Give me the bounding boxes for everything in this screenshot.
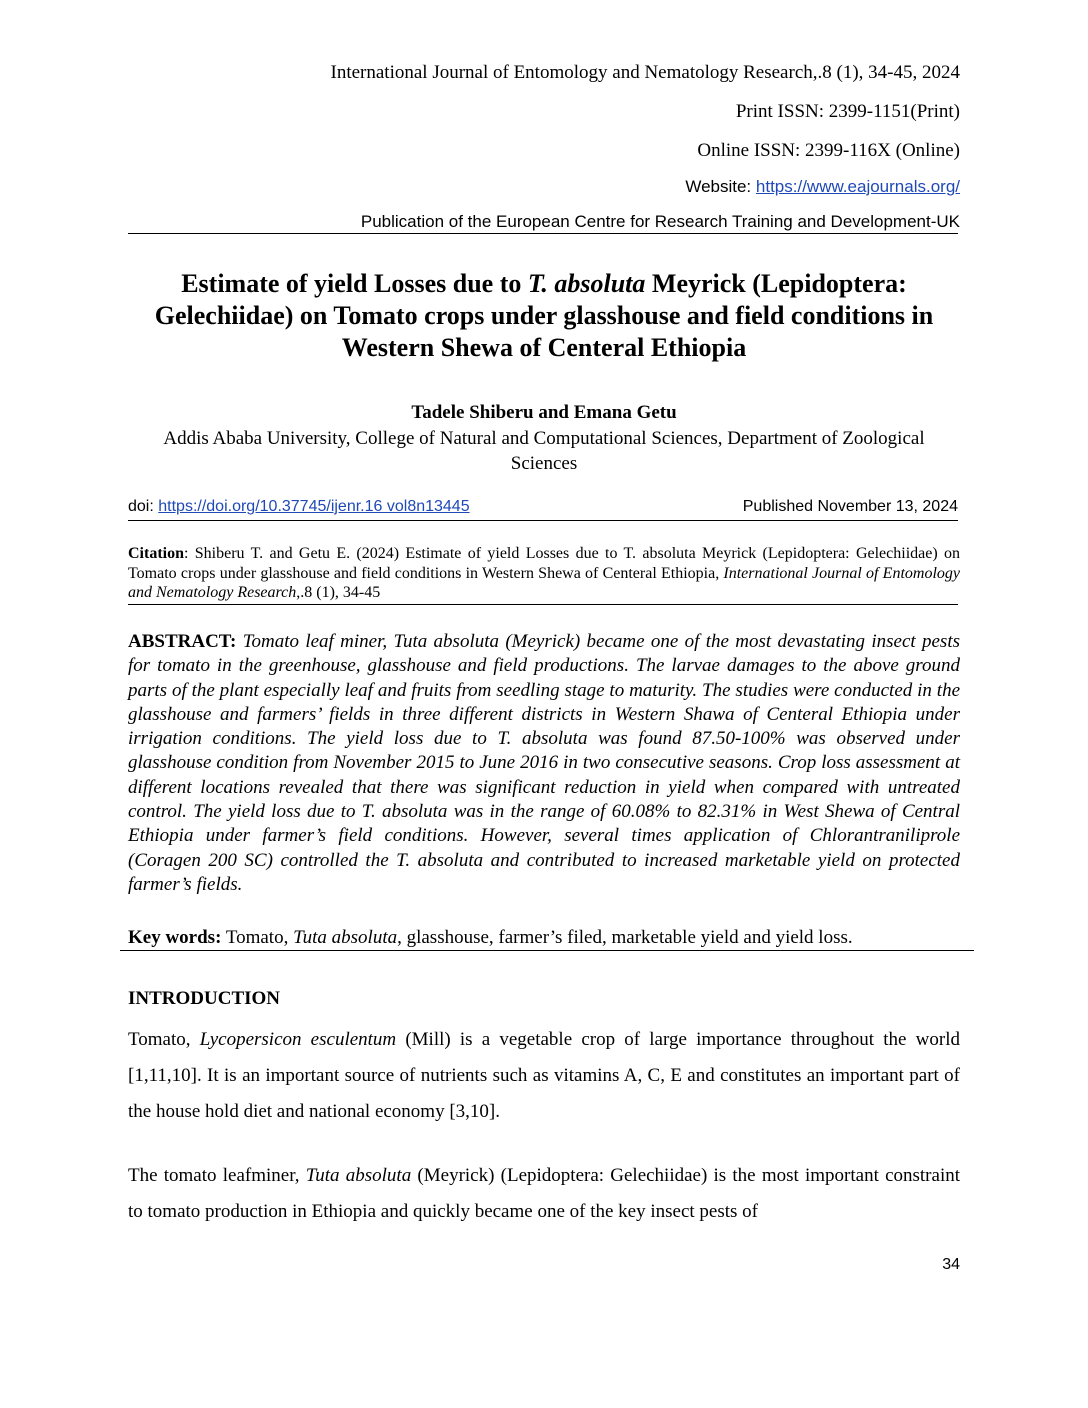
- intro-paragraph-2: [128, 1158, 960, 1230]
- abstract-text: Tomato leaf miner, Tuta absoluta (Meyrick) became one of the most devastating insect pests for tomato in the greenhouse, glasshouse and field productions. The larvae damages to the above ground parts of the plant especially leaf and fruits from seedling stage to maturity. The studies were conducted in the glasshouse and farmers’ fields in three different districts in Western Shawa of Centeral Ethiopia under irrigation conditions. The yield loss due to T. absoluta was found 87.50-100% was observed under glasshouse condition from November 2015 to June 2016 in two consecutive seasons. Crop loss assessment at different locations revealed that there was significant reduction in yield when compared with untreated control. The yield loss due to T. absoluta was in the range of 60.08% to 82.31% in West Shewa of Central Ethiopia under farmer’s field conditions. However, several times application of Chlorantraniliprole (Coragen 200 SC) controlled the T. absoluta and contributed to increased marketable yield on protected farmer’s fields.: [128, 631, 960, 895]
- keywords-before: Tomato,: [221, 927, 294, 948]
- citation-suffix: ,.8 (1), 34-45: [296, 584, 381, 601]
- page-number: 34: [942, 1256, 960, 1273]
- citation-divider: [128, 604, 958, 605]
- citation-label: Citation: [128, 545, 184, 562]
- keywords-divider: [120, 950, 974, 951]
- keywords-after: , glasshouse, farmer’s filed, marketable yield and yield loss.: [397, 927, 853, 948]
- intro-paragraph-1: [128, 1022, 960, 1130]
- keywords-species: Tuta absoluta: [293, 927, 398, 948]
- keywords-label: Key words:: [128, 927, 222, 948]
- doi: [128, 498, 470, 516]
- website-label: Website:: [685, 177, 756, 196]
- title-part-1: Estimate of yield Losses due to: [181, 269, 528, 298]
- title-species: T. absoluta: [527, 269, 646, 298]
- paper-title: [110, 268, 978, 364]
- intro-p1-a: Tomato,: [128, 1029, 200, 1050]
- doi-divider: [128, 520, 958, 521]
- publication-line: Publication of the European Centre for Research Training and Development-UK: [360, 212, 960, 231]
- authors: Tadele Shiberu and Emana Getu: [411, 402, 677, 423]
- published-date: Published November 13, 2024: [742, 498, 958, 515]
- abstract: [128, 630, 960, 897]
- print-issn: Print ISSN: 2399-1151(Print): [735, 101, 960, 122]
- keywords: [128, 926, 960, 950]
- intro-p1-species: Lycopersicon esculentum: [199, 1029, 397, 1050]
- title-part-2: Meyrick (Lepidoptera: Gelechiidae) on Tomato crops under glasshouse and field conditions in Western Shewa of Centeral Ethiopia: [154, 269, 934, 362]
- online-issn: Online ISSN: 2399-116X (Online): [697, 140, 960, 161]
- section-heading-introduction: INTRODUCTION: [128, 988, 281, 1009]
- intro-p1-b: (Mill) is a vegetable crop of large importance throughout the world [1,11,10]. It is an important source of nutrients such as vitamins A, C, E and constitutes an important part of the house hold diet and national economy [3,10].: [128, 1029, 960, 1122]
- abstract-label: ABSTRACT:: [128, 631, 237, 652]
- doi-label: doi:: [128, 498, 159, 515]
- intro-p2-a: The tomato leafminer,: [128, 1165, 306, 1186]
- citation-text: : Shiberu T. and Getu E. (2024) Estimate of yield Losses due to T. absoluta Meyrick (Lepidoptera: Gelechiidae) on Tomato crops under glasshouse and field conditions in Western Shewa of Centeral Ethiopia,: [128, 545, 960, 582]
- journal-citation-line: International Journal of Entomology and Nematology Research,.8 (1), 34-45, 2024: [330, 62, 960, 83]
- intro-p2-species: Tuta absoluta: [305, 1165, 412, 1186]
- citation-journal: International Journal of Entomology and Nematology Research: [128, 564, 961, 601]
- intro-p2-b: (Meyrick) (Lepidoptera: Gelechiidae) is the most important constraint to tomato production in Ethiopia and quickly became one of the key insect pests of: [128, 1165, 961, 1222]
- citation: [128, 544, 960, 603]
- website-link[interactable]: https://www.eajournals.org/: [755, 177, 960, 196]
- doi-link[interactable]: https://doi.org/10.37745/ijenr.16 vol8n13445: [158, 498, 470, 515]
- website-line: [685, 177, 960, 197]
- header-divider: [128, 233, 958, 234]
- doi-row: [128, 498, 958, 516]
- affiliation: Addis Ababa University, College of Natural and Computational Sciences, Department of Zoological Sciences: [163, 428, 925, 474]
